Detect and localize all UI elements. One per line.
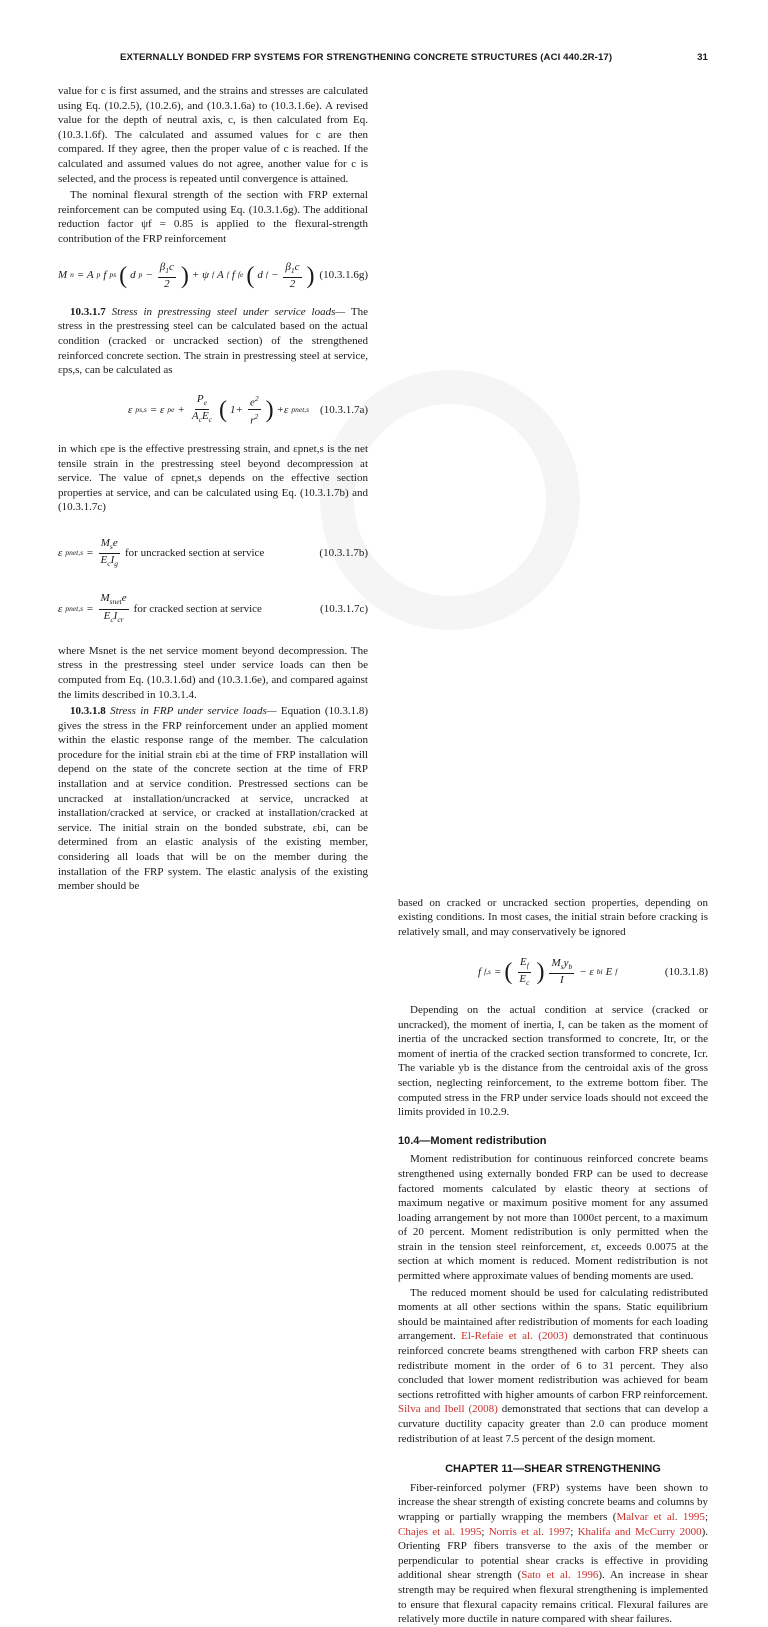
equation-body: f f,s = ( $\frac{E_f}{E_c}$ ) $\frac{M_sy_b}{I}$ − ε bi E f — [478, 955, 618, 987]
equation-10-3-1-7c — [58, 592, 368, 625]
equation-condition: for cracked section at service — [133, 602, 262, 615]
subsection-paragraph — [58, 305, 368, 378]
equation-condition: for uncracked section at service — [125, 547, 265, 560]
section-title: Stress in prestressing steel under service loads— — [111, 305, 346, 318]
equation-body: ε ps,s = ε pe + $\frac{P_e}{A_cE_c}$ ( 1+ $\frac{e^2}{r^2}$ ) +ε pnet,s — [128, 393, 310, 427]
paragraph: based on cracked or uncracked section properties, depending on existing conditions. In most cases, the initial strain before cracking is relatively small, and may conservatively be ignored — [398, 896, 708, 938]
section-heading: 10.4—Moment redistribution — [398, 1134, 547, 1147]
paragraph-text: The stress in the prestressing steel can be calculated based on the actual condition (cracked or uncracked section) of the strengthened reinforced concrete section. The strain in prestressing steel at service, εps,s, can be calculated as — [58, 305, 369, 377]
equation-body: ε pnet,s = $\frac{M_{snet}e}{E_cI_{cr}}$ for cracked section at service — [58, 592, 262, 624]
right-column — [398, 896, 708, 1627]
equation-number: (10.3.1.7a) — [320, 403, 368, 416]
equation-10-3-1-8 — [398, 956, 708, 989]
equation-number: (10.3.1.7c) — [320, 602, 368, 615]
citation-link[interactable]: El-Refaie et al. (2003) — [461, 1330, 568, 1343]
paragraph — [398, 1286, 708, 1447]
paragraph: Fiber-reinforced polymer (FRP) systems have been shown to increase the shear strength of existing concrete beams and columns by wrapping or partially wrapping the members (Malvar et al. 1995; Chajes et al. 1995; Norris et al. 1997; Khalifa and McCurry 2000). Orienting FRP fibers transverse to the axis of the member or perpendicular to potential shear cracks is effective in providing additional shear strength (Sato et al. 1996). An increase in shear strength may be required when flexural strengthening is implemented to ensure that flexural capacity remains critical. Flexural failures are relatively more ductile in nature compared with shear failures. — [398, 1481, 709, 1626]
equation-body: ε pnet,s = $\frac{M_se}{E_cI_g}$ for uncracked section at service — [58, 536, 265, 569]
citation-link[interactable]: Malvar et al. 1995 — [616, 1510, 705, 1523]
equation-body: M n = A p f ps ( d p − $\frac{\beta_1c}{2}$ ) + ψ f A f f fe ( d f − $\frac{\beta_1c}{2}$ ) — [58, 260, 315, 290]
citation-link[interactable]: Norris et al. 1997 — [488, 1525, 571, 1538]
paragraph-text: ). An increase in shear strength may be required when flexural strengthening is implemented to ensure that flexural capacity remains critical. Flexural failures are relatively more ductile in nature compared with shear failures. — [398, 1569, 709, 1626]
citation-link[interactable]: Sato et al. 1996 — [521, 1569, 599, 1582]
equation-number: (10.3.1.6g) — [319, 269, 368, 282]
paragraph: value for c is first assumed, and the strains and stresses are calculated using Eq. (10.2.5), (10.2.6), and (10.3.1.6a) to (10.3.1.6e). A revised value for the depth of neutral axis, c, is then calculated from Eq. (10.3.1.6f). The calculated and assumed values for c are then compared. If they agree, then the proper value of c is reached. If the calculated and assumed values do not agree, another value for c is selected, and the process is repeated until convergence is attained. — [58, 85, 368, 185]
left-column — [58, 84, 368, 894]
paragraph: Moment redistribution for continuous reinforced concrete beams strengthened using externally bonded FRP can be used to decrease factored moments calculated by elastic theory at sections of maximum negative or maximum positive moment for any assumed loading arrangement by not more than 1000εt percent, to a maximum of 20 percent. Moment redistribution is only permitted when the strain in the tension steel reinforcement, εt, exceeds 0.0075 at the section at which moment is reduced. Moment redistribution is not permitted where approximate values of bending moments are used. — [398, 1153, 708, 1283]
paragraph: where Msnet is the net service moment beyond decompression. The stress in the prestressing steel under service loads can then be computed from Eq. (10.3.1.6d) and (10.3.1.6e), and compared against the limits described in 10.3.1.4. — [58, 644, 368, 701]
paragraph-text: demonstrated that sections that can develop a curvature ductility capacity greater than 2.0 can produce moment redistribution of at least 7.5 percent of the design moment. — [398, 1403, 709, 1445]
section-title: Stress in FRP under service loads— — [110, 705, 277, 718]
paragraph-text: Fiber-reinforced polymer (FRP) systems have been shown to increase the shear strength of existing concrete beams and columns by wrapping or partially wrapping the members ( — [398, 1481, 708, 1523]
equation-number: (10.3.1.8) — [664, 965, 708, 978]
citation-link[interactable]: Khalifa and McCurry 2000 — [577, 1525, 702, 1538]
paragraph-text: The reduced moment should be used for calculating redistributed moments at all other sections within the spans. Static equilibrium should be maintained after redistribution of moments for each loading arrangement. — [398, 1286, 708, 1343]
equation-10-3-1-7b — [58, 537, 368, 570]
paragraph: in which εpe is the effective prestressing strain, and εpnet,s is the net tensile strain in the prestressing steel beyond decompression at service. The value of εpnet,s depends on the effective section properties at service, and can be calculated using Eq. (10.3.1.7b) and (10.3.1.7c) — [58, 443, 368, 514]
paragraph-text: ). Orienting FRP fibers transverse to the axis of the member or perpendicular to potential shear cracks is effective in providing additional shear strength ( — [398, 1525, 708, 1582]
paragraph-text: demonstrated that continuous reinforced concrete beams strengthened with carbon FRP sheets can redistribute moment in the order of 6 to 31 percent. They also concluded that lower moment redistribution was achieved for beam sections retrofitted with higher amounts of carbon FRP reinforcement. — [398, 1330, 709, 1401]
paragraph-text: Equation (10.3.1.8) gives the stress in the FRP reinforcement under an applied moment within the elastic response range of the member. The calculation procedure for the initial strain εbi at the time of FRP installation will depend on the state of the concrete section at the time of FRP installation and at service condition. Prestressed sections can be uncracked at installation/uncracked at service, uncracked at installation/cracked at service, or cracked at installation/cracked at service. The initial strain on the bonded substrate, εbi, can be determined from an elastic analysis of the existing member, considering all loads that will be on the member during the installation of the FRP system. The elastic analysis of the existing member should be — [58, 705, 368, 893]
paragraph: Depending on the actual condition at service (cracked or uncracked), the moment of inertia, I, can be taken as the moment of inertia of the uncracked section transformed to concrete, Itr, or the moment of inertia of the cracked section transformed to concrete, Icr. The variable yb is the distance from the centroidal axis of the gross section, neglecting reinforcement, to the extreme bottom fiber. The computed stress in the FRP under service loads should not exceed the limits provided in 10.2.9. — [398, 1003, 708, 1119]
equation-10-3-1-7a — [58, 392, 368, 428]
equation-number: (10.3.1.7b) — [319, 547, 368, 560]
page-number: 31 — [697, 52, 708, 63]
paragraph: The nominal flexural strength of the section with FRP external reinforcement can be computed using Eq. (10.3.1.6g). The additional reduction factor ψf = 0.85 is applied to the flexural-strength contribution of the FRP reinforcement — [58, 189, 368, 245]
header-title: EXTERNALLY BONDED FRP SYSTEMS FOR STRENGTHENING CONCRETE STRUCTURES (ACI 440.2R-17) — [120, 52, 613, 63]
chapter-heading: CHAPTER 11—SHEAR STRENGTHENING — [445, 1463, 661, 1476]
citation-link[interactable]: Chajes et al. 1995 — [398, 1525, 482, 1538]
equation-10-3-1-6g — [58, 261, 368, 291]
section-number: 10.3.1.7 — [70, 305, 106, 318]
citation-link[interactable]: Silva and Ibell (2008) — [398, 1403, 498, 1416]
subsection-paragraph — [58, 704, 368, 894]
section-number: 10.3.1.8 — [70, 705, 106, 718]
